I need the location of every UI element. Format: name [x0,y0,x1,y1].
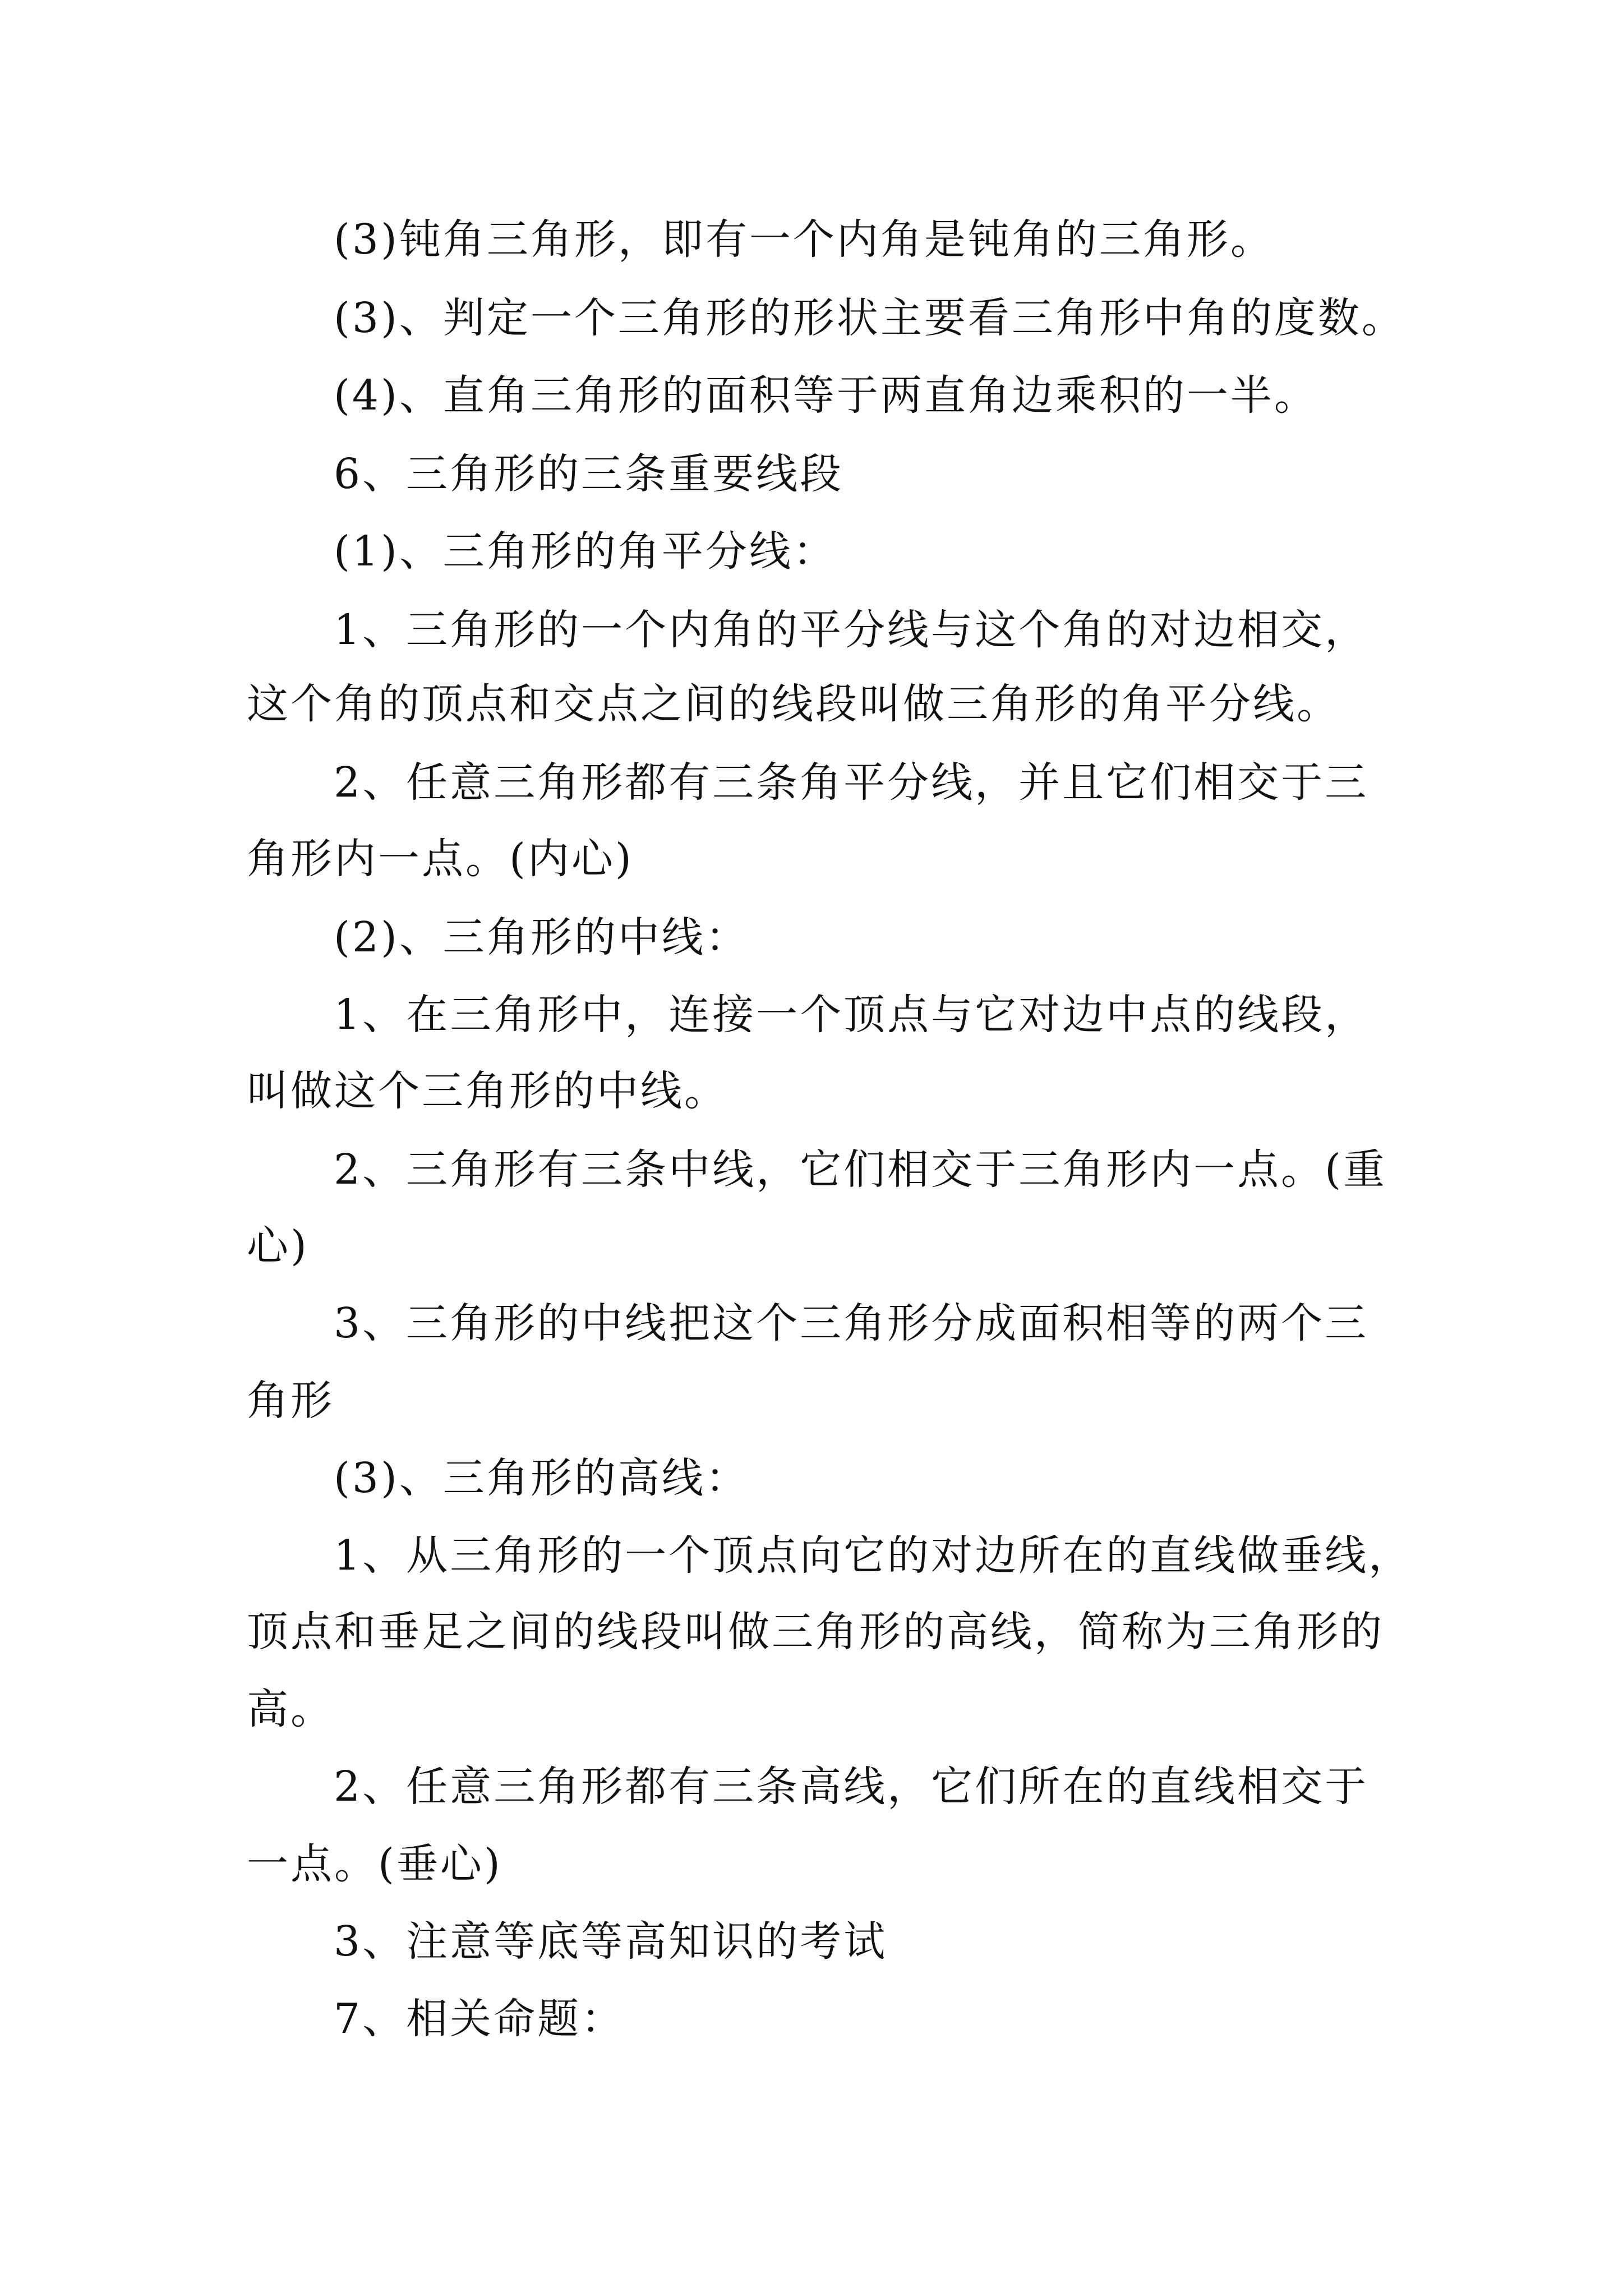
text-line: (2)、三角形的中线： [334,913,749,961]
text-line: 2、任意三角形都有三条角平分线，并且它们相交于三 [334,758,1369,807]
text-line: 1、从三角形的一个顶点向它的对边所在的直线做垂线， [334,1531,1413,1580]
text-line: 7、相关命题： [334,1995,625,2043]
text-line: 叫做这个三角形的中线。 [247,1067,728,1115]
text-line: 角形 [247,1377,334,1425]
text-line: 2、三角形有三条中线，它们相交于三角形内一点。(重 [334,1145,1387,1194]
text-line: (4)、直角三角形的面积等于两直角边乘积的一半。 [334,371,1318,420]
text-line: (3)、判定一个三角形的形状主要看三角形中角的度数。 [334,294,1405,342]
text-line: (3)钝角三角形，即有一个内角是钝角的三角形。 [334,215,1274,264]
text-line: 3、三角形的中线把这个三角形分成面积相等的两个三 [334,1299,1369,1347]
text-line: 1、三角形的一个内角的平分线与这个角的对边相交， [334,606,1369,654]
text-line: 高。 [247,1685,334,1733]
text-line: 2、任意三角形都有三条高线，它们所在的直线相交于 [334,1763,1369,1811]
text-line: (1)、三角形的角平分线： [334,527,837,576]
text-line: 这个角的顶点和交点之间的线段叫做三角形的角平分线。 [247,680,1340,728]
text-line: (3)、三角形的高线： [334,1454,749,1502]
text-line: 角形内一点。(内心) [247,835,634,883]
text-line: 心) [247,1222,309,1270]
text-line: 6、三角形的三条重要线段 [334,450,844,498]
text-line: 一点。(垂心) [247,1840,502,1888]
text-line: 1、在三角形中，连接一个顶点与它对边中点的线段， [334,991,1369,1039]
text-line: 3、注意等底等高知识的考试 [334,1917,888,1966]
text-line: 顶点和垂足之间的线段叫做三角形的高线，简称为三角形的 [247,1608,1384,1656]
